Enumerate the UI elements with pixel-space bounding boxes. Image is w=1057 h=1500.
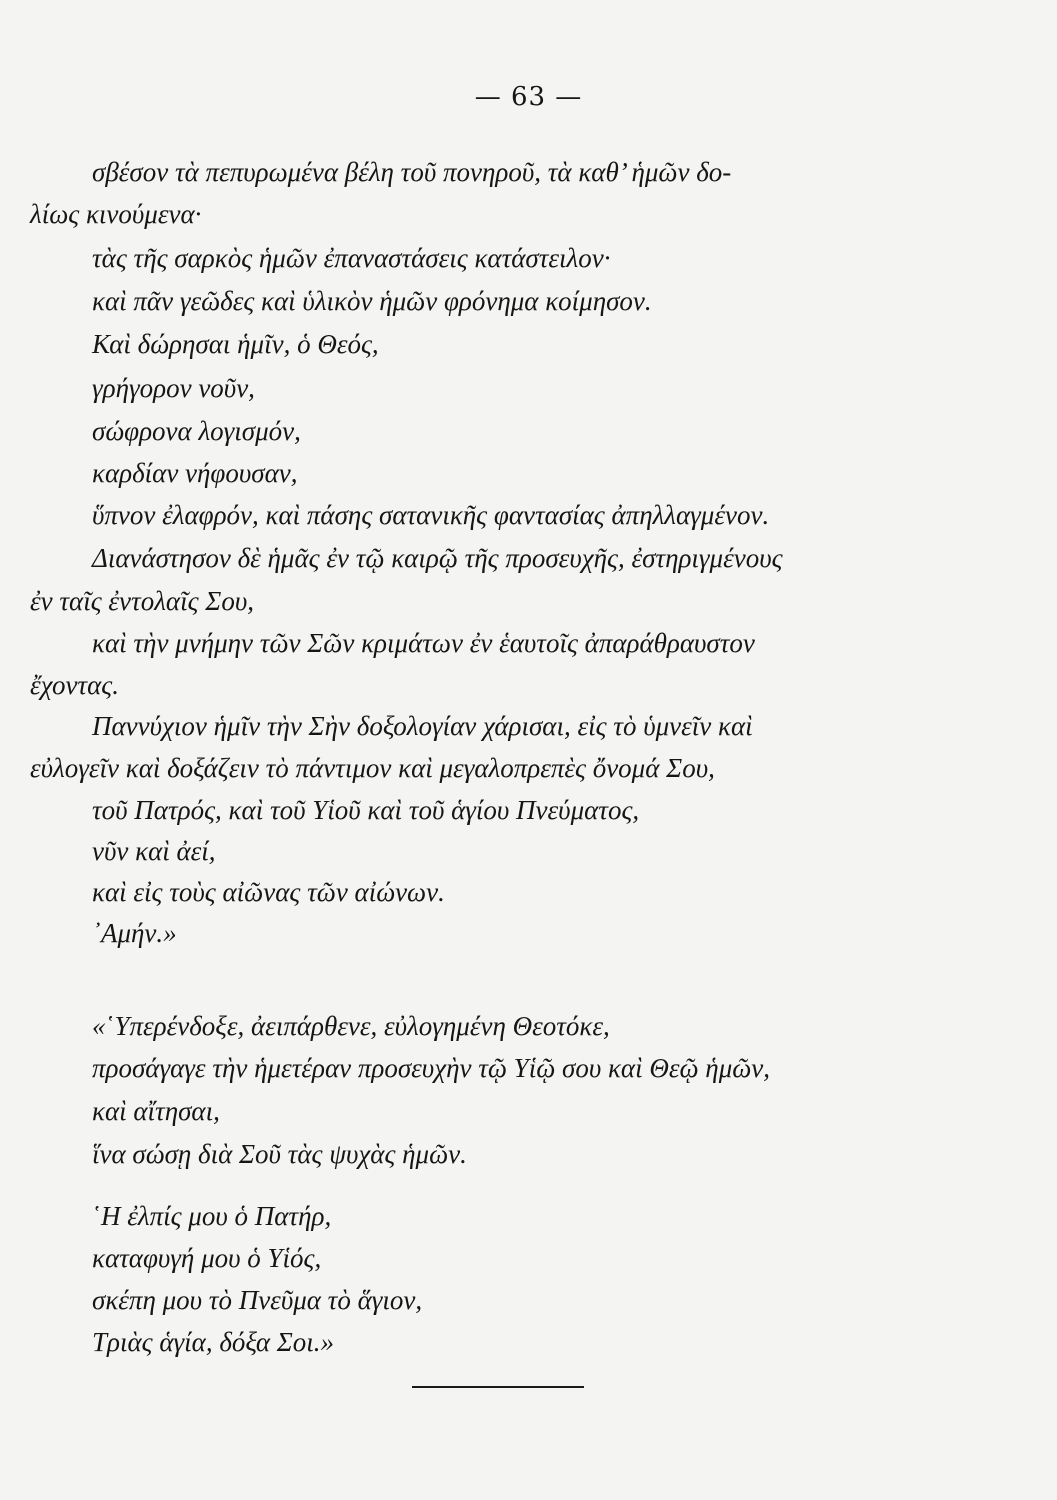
page-number: — 63 — (474, 82, 583, 112)
text-line: καρδίαν νήφουσαν, (92, 458, 298, 488)
text-line: λίως κινούμενα· (30, 199, 202, 229)
text-line: ᾿Αμήν.» (92, 918, 177, 948)
text-line: «῾Υπερένδοξε, ἀειπάρθενε, εὐλογημένη Θεοτόκε, (92, 1011, 610, 1041)
text-line: εὐλογεῖν καὶ δοξάζειν τὸ πάντιμον καὶ μεγαλοπρεπὲς ὄνομά Σου, (30, 753, 715, 783)
text-line: ὕπνον ἐλαφρόν, καὶ πάσης σατανικῆς φαντασίας ἀπηλλαγμένον. (92, 500, 770, 530)
text-line: σώφρονα λογισμόν, (92, 416, 301, 446)
text-line: καὶ αἴτησαι, (92, 1096, 220, 1126)
text-line: σκέπη μου τὸ Πνεῦμα τὸ ἅγιον, (92, 1285, 423, 1315)
section-rule (412, 1386, 584, 1388)
text-line: τοῦ Πατρός, καὶ τοῦ Υἱοῦ καὶ τοῦ ἁγίου Πνεύματος, (92, 795, 640, 825)
text-line: ἐν ταῖς ἐντολαῖς Σου, (30, 586, 254, 616)
text-line: τὰς τῆς σαρκὸς ἡμῶν ἐπαναστάσεις κατάστειλον· (92, 243, 611, 273)
text-line: καὶ πᾶν γεῶδες καὶ ὑλικὸν ἡμῶν φρόνημα κοίμησον. (92, 286, 652, 316)
text-line: νῦν καὶ ἀεί, (92, 836, 216, 866)
text-line: σβέσον τὰ πεπυρωμένα βέλη τοῦ πονηροῦ, τὰ καθ’ ἡμῶν δο- (92, 157, 732, 187)
text-line: καταφυγή μου ὁ Υἱός, (92, 1243, 322, 1273)
text-line: καὶ εἰς τοὺς αἰῶνας τῶν αἰώνων. (92, 877, 445, 907)
text-line: ἔχοντας. (30, 670, 119, 700)
text-line: Τριὰς ἁγία, δόξα Σοι.» (92, 1327, 335, 1357)
text-line: προσάγαγε τὴν ἡμετέραν προσευχὴν τῷ Υἱῷ σου καὶ Θεῷ ἡμῶν, (92, 1053, 771, 1083)
text-line: Καὶ δώρησαι ἡμῖν, ὁ Θεός, (92, 329, 379, 359)
text-line: Παννύχιον ἡμῖν τὴν Σὴν δοξολογίαν χάρισαι, εἰς τὸ ὑμνεῖν καὶ (92, 711, 753, 741)
text-line: Διανάστησον δὲ ἡμᾶς ἐν τῷ καιρῷ τῆς προσευχῆς, ἐστηριγμένους (92, 543, 783, 573)
text-line: καὶ τὴν μνήμην τῶν Σῶν κριμάτων ἐν ἑαυτοῖς ἀπαράθραυστον (92, 628, 755, 658)
text-line: ῾Η ἐλπίς μου ὁ Πατήρ, (92, 1201, 332, 1231)
text-line: γρήγορον νοῦν, (92, 373, 255, 403)
text-line: ἵνα σώσῃ διὰ Σοῦ τὰς ψυχὰς ἡμῶν. (92, 1139, 467, 1169)
